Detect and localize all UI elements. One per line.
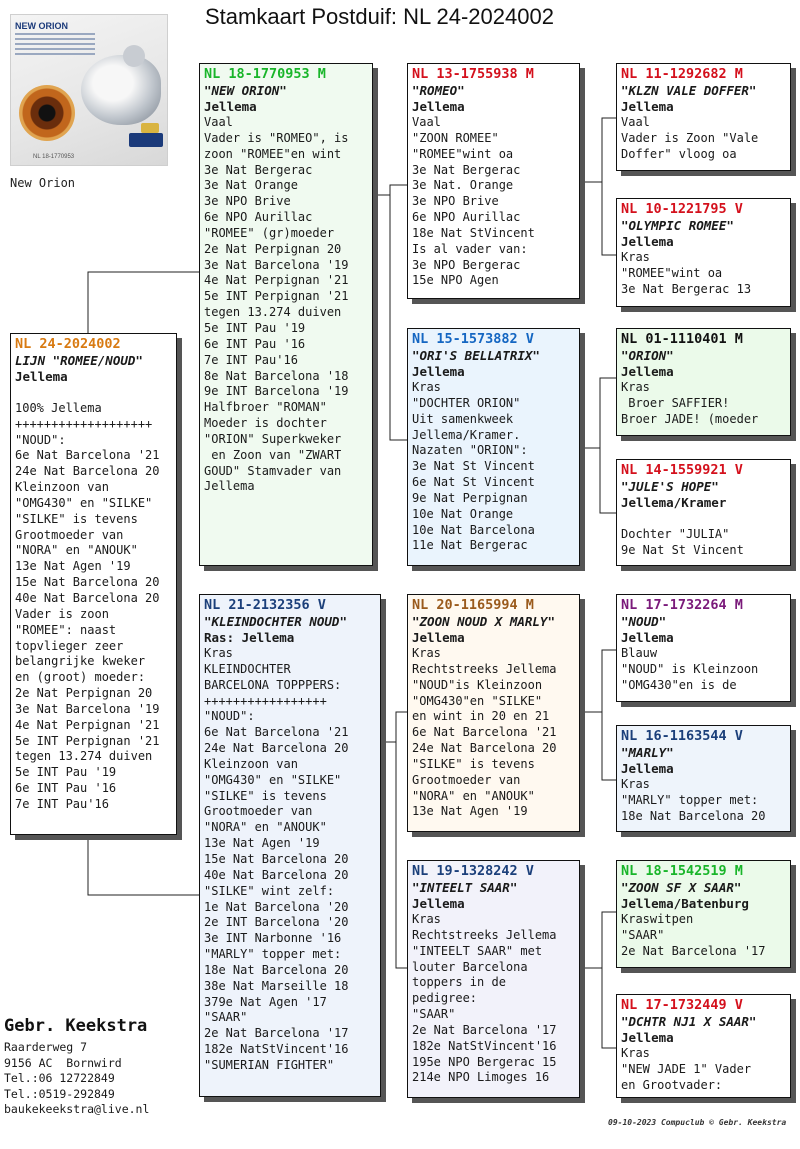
note-line: 40e Nat Barcelona 20 [204, 867, 349, 882]
pigeon-name: "ORION" [621, 348, 674, 363]
pigeon-eye-image [19, 85, 75, 141]
ring-number: NL 13-1755938 M [412, 66, 534, 82]
card-notes [621, 115, 786, 163]
note-line: Dochter "JULIA" [621, 526, 730, 541]
note-line: Grootmoeder van [204, 804, 313, 819]
breeder: Jellema [412, 896, 465, 911]
note-line: "SAAR" [621, 927, 665, 942]
pigeon-card-mother[interactable] [199, 594, 381, 1097]
card-notes [621, 646, 786, 694]
pigeon-card-father[interactable] [199, 63, 373, 566]
note-line: louter Barcelona [412, 959, 528, 974]
note-line: 379e Nat Agen '17 [204, 994, 327, 1009]
note-line: Jellema [204, 479, 255, 494]
note-line: "ROMEE" (gr)moeder [204, 225, 335, 240]
note-line: 6e NPO Aurillac [204, 210, 313, 225]
connector-fm-fmm [600, 448, 616, 513]
note-line: 2e Nat Barcelona '17 [204, 1026, 349, 1041]
note-line: 5e INT Perpignan '21 [15, 733, 160, 748]
note-line: "NEW JADE 1" Vader [621, 1061, 752, 1076]
note-line: 6e Nat Barcelona '21 [412, 725, 557, 740]
note-line: en (groot) moeder: [15, 670, 146, 685]
note-line: toppers in de [412, 975, 506, 990]
ring-number: NL 18-1542519 M [621, 863, 743, 879]
note-line: Vaal [204, 115, 233, 129]
phone-mobile: Tel.:06 12722849 [4, 1071, 115, 1086]
pigeon-head-image [123, 45, 145, 67]
note-line: "SAAR" [412, 1007, 456, 1022]
pigeon-card-subject[interactable] [10, 333, 177, 835]
note-line: 182e NatStVincent'16 [412, 1038, 557, 1053]
note-line: 11e Nat Bergerac [412, 538, 528, 553]
note-line: Kras [621, 380, 650, 394]
note-line: en Zoon van "ZWART [204, 447, 342, 462]
card-notes [15, 385, 172, 813]
note-line: "SILKE" is tevens [204, 788, 327, 803]
note-line: Rechtstreeks Jellema [412, 927, 557, 942]
ring-number: NL 20-1165994 M [412, 597, 534, 613]
pigeon-card-ff[interactable] [407, 63, 580, 299]
note-line: "OMG430"en "SILKE" [412, 693, 543, 708]
address-city: 9156 AC Bornwird [4, 1055, 122, 1070]
note-line: 18e Nat Barcelona 20 [204, 962, 349, 977]
address-street: Raarderweg 7 [4, 1040, 88, 1054]
connector-ff-fff [580, 118, 616, 182]
note-line: 214e NPO Limoges 16 [412, 1070, 550, 1085]
pigeon-name: "MARLY" [621, 745, 674, 760]
note-line: Vader is "ROMEO", is [204, 130, 349, 145]
pigeon-name: "ORI'S BELLATRIX" [412, 348, 540, 363]
note-line: 5e INT Pau '19 [15, 765, 117, 780]
pigeon-photo [10, 14, 168, 166]
note-line: "NOUD"is Kleinzoon [412, 677, 543, 692]
owner-address [4, 1040, 149, 1118]
breeder: Jellema [621, 630, 674, 645]
note-line: Kras [621, 250, 650, 264]
ring-number: NL 11-1292682 M [621, 66, 743, 82]
note-line: belangrijke kweker [15, 654, 146, 669]
pigeon-name: "DCHTR NJ1 X SAAR" [621, 1014, 757, 1029]
connector-father-fm [390, 195, 407, 440]
note-line: 3e Nat Bergerac [412, 162, 521, 177]
pigeon-card-fmm[interactable] [616, 459, 791, 566]
note-line: 1e Nat Barcelona '20 [204, 899, 349, 914]
connector-subject-father [88, 272, 199, 333]
note-line: 195e NPO Bergerac 15 [412, 1054, 557, 1069]
note-line: 5e INT Perpignan '21 [204, 289, 349, 304]
pigeon-card-mfm[interactable] [616, 725, 791, 832]
note-line: en Grootvader: [621, 1077, 723, 1092]
note-line: GOUD" Stamvader van [204, 463, 342, 478]
note-line: pedigree: [412, 991, 478, 1006]
note-line: Kras [621, 1046, 650, 1060]
card-notes [412, 380, 575, 554]
note-line: BARCELONA TOPPPERS: [204, 677, 342, 692]
note-line: "NOUD" is Kleinzoon [621, 661, 759, 676]
note-line: Kras [204, 646, 233, 660]
note-line: en wint in 20 en 21 [412, 709, 550, 724]
note-line: Vader is zoon [15, 606, 109, 621]
connector-mf-mfm [602, 712, 616, 780]
connector-mother-mm [396, 742, 407, 968]
note-line: 40e Nat Barcelona 20 [15, 590, 160, 605]
pigeon-card-mm[interactable] [407, 860, 580, 1098]
note-line: 15e Nat Barcelona 20 [204, 851, 349, 866]
note-line: Vader is Zoon "Vale [621, 130, 759, 145]
breeder: Jellema [621, 761, 674, 776]
note-line: Kraswitpen [621, 912, 694, 926]
note-line: Rechtstreeks Jellema [412, 661, 557, 676]
note-line: "NOUD": [204, 709, 255, 724]
connector-father-ff [373, 185, 407, 195]
ring-number: NL 15-1573882 V [412, 331, 534, 347]
note-line: "ZOON ROMEE" [412, 130, 499, 145]
note-line: 6e INT Pau '16 [15, 781, 117, 796]
note-line: 24e Nat Barcelona 20 [204, 741, 349, 756]
note-line: Kras [412, 646, 441, 660]
breeder: Jellema [621, 99, 674, 114]
connector-mm-mmm [602, 968, 616, 1048]
pigeon-card-fmf[interactable] [616, 328, 791, 436]
note-line: Is al vader van: [412, 241, 528, 256]
note-line [15, 385, 172, 401]
breeder: Jellema [412, 630, 465, 645]
note-line: +++++++++++++++++++ [15, 416, 153, 431]
note-line: tegen 13.274 duiven [15, 749, 153, 764]
pigeon-card-fm[interactable] [407, 328, 580, 566]
note-line: 3e Nat Barcelona '19 [15, 701, 160, 716]
note-line: 13e Nat Agen '19 [412, 804, 528, 819]
owner-name: Gebr. Keekstra [4, 1016, 148, 1036]
pigeon-card-fff[interactable] [616, 63, 791, 171]
note-line: "SUMERIAN FIGHTER" [204, 1057, 335, 1072]
note-line: Kras [621, 777, 650, 791]
note-line: Jellema/Kramer. [412, 427, 521, 442]
connector-subject-mother [88, 835, 199, 895]
note-line: 2e Nat Barcelona '17 [621, 943, 766, 958]
note-line: topvlieger zeer [15, 638, 124, 653]
note-line: "NORA" en "ANOUK" [15, 543, 138, 558]
card-notes [204, 646, 376, 1074]
note-line: 4e Nat Perpignan '21 [15, 717, 160, 732]
ring-number: NL 18-1770953 M [204, 66, 326, 82]
crown-logo [141, 123, 159, 133]
note-line: "SILKE" is tevens [15, 511, 138, 526]
card-notes [621, 511, 786, 559]
note-line: 15e Nat Barcelona 20 [15, 575, 160, 590]
note-line: 6e INT Pau '16 [204, 336, 306, 351]
note-line: Halfbroer "ROMAN" [204, 400, 327, 415]
note-line: 6e Nat Barcelona '21 [15, 448, 160, 463]
note-line: Broer JADE! (moeder [621, 411, 759, 426]
pigeon-name: "ZOON NOUD X MARLY" [412, 614, 555, 629]
note-line: "MARLY" topper met: [621, 792, 759, 807]
note-line: 3e INT Narbonne '16 [204, 931, 342, 946]
note-line: "SILKE" wint zelf: [204, 883, 335, 898]
photo-caption: New Orion [10, 176, 76, 190]
pigeon-card-mf[interactable] [407, 594, 580, 832]
ring-number: NL 21-2132356 V [204, 597, 326, 613]
photo-text-lines [15, 33, 95, 58]
note-line: Uit samenkweek [412, 411, 514, 426]
card-notes [621, 777, 786, 825]
note-line: 24e Nat Barcelona 20 [412, 741, 557, 756]
note-line: 2e Nat Perpignan 20 [15, 686, 153, 701]
note-line: 9e Nat Perpignan [412, 490, 528, 505]
note-line: 3e Nat Bergerac [204, 162, 313, 177]
connector-mm-mmf [580, 912, 616, 968]
note-line: tegen 13.274 duiven [204, 305, 342, 320]
note-line: Grootmoeder van [412, 772, 521, 787]
ring-number: NL 10-1221795 V [621, 201, 743, 217]
note-line: "ROMEE"wint oa [412, 146, 514, 161]
note-line: 9e Nat St Vincent [621, 542, 744, 557]
card-notes [204, 115, 368, 495]
note-line: "NORA" en "ANOUK" [412, 788, 535, 803]
note-line: "SAAR" [204, 1010, 248, 1025]
pigeon-name: "KLZN VALE DOFFER" [621, 83, 757, 98]
card-notes [621, 1046, 786, 1094]
note-line: "NOUD": [15, 432, 66, 447]
note-line: 5e INT Pau '19 [204, 320, 306, 335]
note-line: 6e Nat Barcelona '21 [204, 725, 349, 740]
card-notes [412, 912, 575, 1086]
note-line: zoon "ROMEE"en wint [204, 146, 342, 161]
note-line: 3e Nat St Vincent [412, 459, 535, 474]
ring-number: NL 14-1559921 V [621, 462, 743, 478]
note-line: 10e Nat Orange [412, 506, 514, 521]
note-line: 182e NatStVincent'16 [204, 1042, 349, 1057]
pigeon-name: "NOUD" [621, 614, 667, 629]
pigeon-name: LIJN "ROMEE/NOUD" [15, 353, 143, 368]
ring-number: NL 16-1163544 V [621, 728, 743, 744]
card-notes [412, 115, 575, 289]
note-line: Broer SAFFIER! [621, 395, 730, 410]
note-line [621, 511, 786, 527]
note-line: 3e NPO Brive [412, 194, 499, 209]
note-line: 13e Nat Agen '19 [15, 559, 131, 574]
breeder: Jellema [412, 99, 465, 114]
note-line: KLEINDOCHTER [204, 661, 291, 676]
breeder: Jellema [15, 369, 68, 384]
pigeon-body-image [81, 55, 161, 125]
note-line: 3e Nat. Orange [412, 178, 514, 193]
note-line: Grootmoeder van [15, 527, 124, 542]
note-line: "INTEELT SAAR" met [412, 943, 543, 958]
note-line: "ORION" Superkweker [204, 431, 342, 446]
note-line: Kleinzoon van [15, 480, 109, 495]
pigeon-name: "ZOON SF X SAAR" [621, 880, 742, 895]
pigeon-name: "INTEELT SAAR" [412, 880, 518, 895]
note-line: "ROMEE": naast [15, 622, 117, 637]
club-logo [129, 133, 163, 147]
note-line: 10e Nat Barcelona [412, 522, 535, 537]
breeder: Jellema/Batenburg [621, 896, 749, 911]
note-line: 6e Nat St Vincent [412, 475, 535, 490]
note-line: Vaal [621, 115, 650, 129]
pigeon-name: "KLEINDOCHTER NOUD" [204, 614, 347, 629]
connector-ff-ffm [602, 182, 616, 255]
note-line: 3e NPO Brive [204, 194, 291, 209]
note-line: Blauw [621, 646, 658, 660]
photo-heading: NEW ORION [15, 21, 68, 31]
pigeon-card-ffm[interactable] [616, 198, 791, 307]
breeder: Jellema/Kramer [621, 495, 727, 510]
photo-ring-number: NL 18-1770953 [33, 154, 75, 160]
card-notes [621, 250, 786, 298]
note-line: 2e Nat Perpignan 20 [204, 241, 342, 256]
note-line: 7e INT Pau'16 [204, 352, 298, 367]
breeder: Jellema [621, 1030, 674, 1045]
pigeon-card-mmm[interactable] [616, 994, 791, 1098]
pigeon-name: "ROMEO" [412, 83, 465, 98]
ring-number: NL 17-1732264 M [621, 597, 743, 613]
owner-email: baukekeekstra@live.nl [4, 1102, 150, 1117]
pigeon-name: "JULE'S HOPE" [621, 479, 719, 494]
ring-number: NL 19-1328242 V [412, 863, 534, 879]
card-notes [621, 380, 786, 428]
ring-number: NL 24-2024002 [15, 336, 121, 352]
note-line: 2e Nat Barcelona '17 [412, 1022, 557, 1037]
pigeon-name: "OLYMPIC ROMEE" [621, 218, 734, 233]
connector-fm-fmf [580, 378, 616, 448]
card-notes [621, 912, 786, 960]
pigeon-card-mff[interactable] [616, 594, 791, 702]
note-line: Vaal [412, 115, 441, 129]
note-line: "SILKE" is tevens [412, 756, 535, 771]
note-line: "DOCHTER ORION" [412, 395, 521, 410]
breeder: Jellema [621, 364, 674, 379]
note-line: Doffer" vloog oa [621, 146, 737, 161]
card-notes [412, 646, 575, 820]
note-line: 8e Nat Barcelona '18 [204, 368, 349, 383]
breeder: Ras: Jellema [204, 630, 295, 645]
page-title: Stamkaart Postduif: NL 24-2024002 [205, 4, 554, 29]
breeder: Jellema [412, 364, 465, 379]
ring-number: NL 17-1732449 V [621, 997, 743, 1013]
note-line: Kleinzoon van [204, 756, 298, 771]
note-line: 7e INT Pau'16 [15, 796, 109, 811]
note-line: 6e NPO Aurillac [412, 210, 521, 225]
ring-number: NL 01-1110401 M [621, 331, 743, 347]
breeder: Jellema [621, 234, 674, 249]
phone-landline: Tel.:0519-292849 [4, 1086, 115, 1101]
note-line: "OMG430" en "SILKE" [15, 495, 153, 510]
connector-mf-mff [580, 650, 616, 712]
note-line: 4e Nat Perpignan '21 [204, 273, 349, 288]
pigeon-name: "NEW ORION" [204, 83, 287, 98]
note-line: 3e Nat Orange [204, 178, 298, 193]
note-line: "OMG430"en is de [621, 677, 737, 692]
note-line: Kras [412, 380, 441, 394]
print-stamp: 09-10-2023 Compuclub © Gebr. Keekstra [608, 1118, 787, 1127]
pigeon-card-mmf[interactable] [616, 860, 791, 968]
note-line: Nazaten "ORION": [412, 443, 528, 458]
note-line: 3e Nat Barcelona '19 [204, 257, 349, 272]
note-line: Moeder is dochter [204, 416, 327, 431]
note-line: 18e Nat Barcelona 20 [621, 808, 766, 823]
breeder: Jellema [204, 99, 257, 114]
note-line: +++++++++++++++++ [204, 693, 327, 708]
connector-mother-mf [381, 712, 407, 742]
note-line: "MARLY" topper met: [204, 947, 342, 962]
note-line: 3e NPO Bergerac [412, 257, 521, 272]
note-line: 15e NPO Agen [412, 273, 499, 288]
note-line: 24e Nat Barcelona 20 [15, 464, 160, 479]
note-line: "ROMEE"wint oa [621, 265, 723, 280]
note-line: 9e INT Barcelona '19 [204, 384, 349, 399]
note-line: 38e Nat Marseille 18 [204, 978, 349, 993]
note-line: "OMG430" en "SILKE" [204, 772, 342, 787]
note-line: 100% Jellema [15, 400, 102, 415]
note-line: 13e Nat Agen '19 [204, 836, 320, 851]
note-line: 18e Nat StVincent [412, 225, 535, 240]
note-line: 2e INT Barcelona '20 [204, 915, 349, 930]
note-line: 3e Nat Bergerac 13 [621, 281, 752, 296]
note-line: Kras [412, 912, 441, 926]
note-line: "NORA" en "ANOUK" [204, 820, 327, 835]
